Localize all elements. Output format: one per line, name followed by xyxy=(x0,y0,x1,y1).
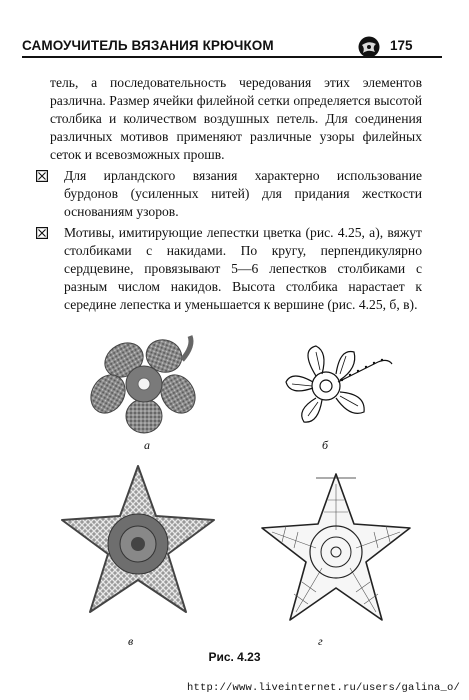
book-title: САМОУЧИТЕЛЬ ВЯЗАНИЯ КРЮЧКОМ xyxy=(22,38,274,53)
figure-label-v: в xyxy=(128,634,134,648)
continuation-paragraph: тель, а последовательность чередования этих элементов различна. Размер ячейки филейной сетки определяется высотой столбика и количеством воздушных петель. Для соединения различных мотивов применяют различные узоры филейных сеток и всевозможных прошв. xyxy=(50,75,422,162)
flower-photo-a xyxy=(86,332,206,437)
flower-photo-v xyxy=(58,462,218,627)
figure-caption: Рис. 4.23 xyxy=(208,650,261,664)
page-number: 175 xyxy=(390,38,413,53)
list-item-text: Для ирландского вязания характерно использование бурдонов (усиленных нитей) для придания жесткости основаниям узоров. xyxy=(64,168,422,219)
figure-label-g: г xyxy=(318,634,323,648)
source-watermark: http://www.liveinternet.ru/users/galina_o/ xyxy=(186,682,460,694)
list-item-text: Мотивы, имитирующие лепестки цветка (рис. 4.25, а), вяжут столбиками с накидами. По кругу, перпендикулярно сердцевине, провязывают 5—6 лепестков столбиками с разным числом накидов. Высота столбика нарастает к середине лепестка и уменьшается к вершине (рис. 4.25, б, в). xyxy=(64,225,422,312)
figure-label-b: б xyxy=(322,438,329,452)
flower-diagram-g xyxy=(256,470,416,630)
figure-label-a: а xyxy=(144,438,150,452)
flower-diagram-b xyxy=(266,340,396,430)
